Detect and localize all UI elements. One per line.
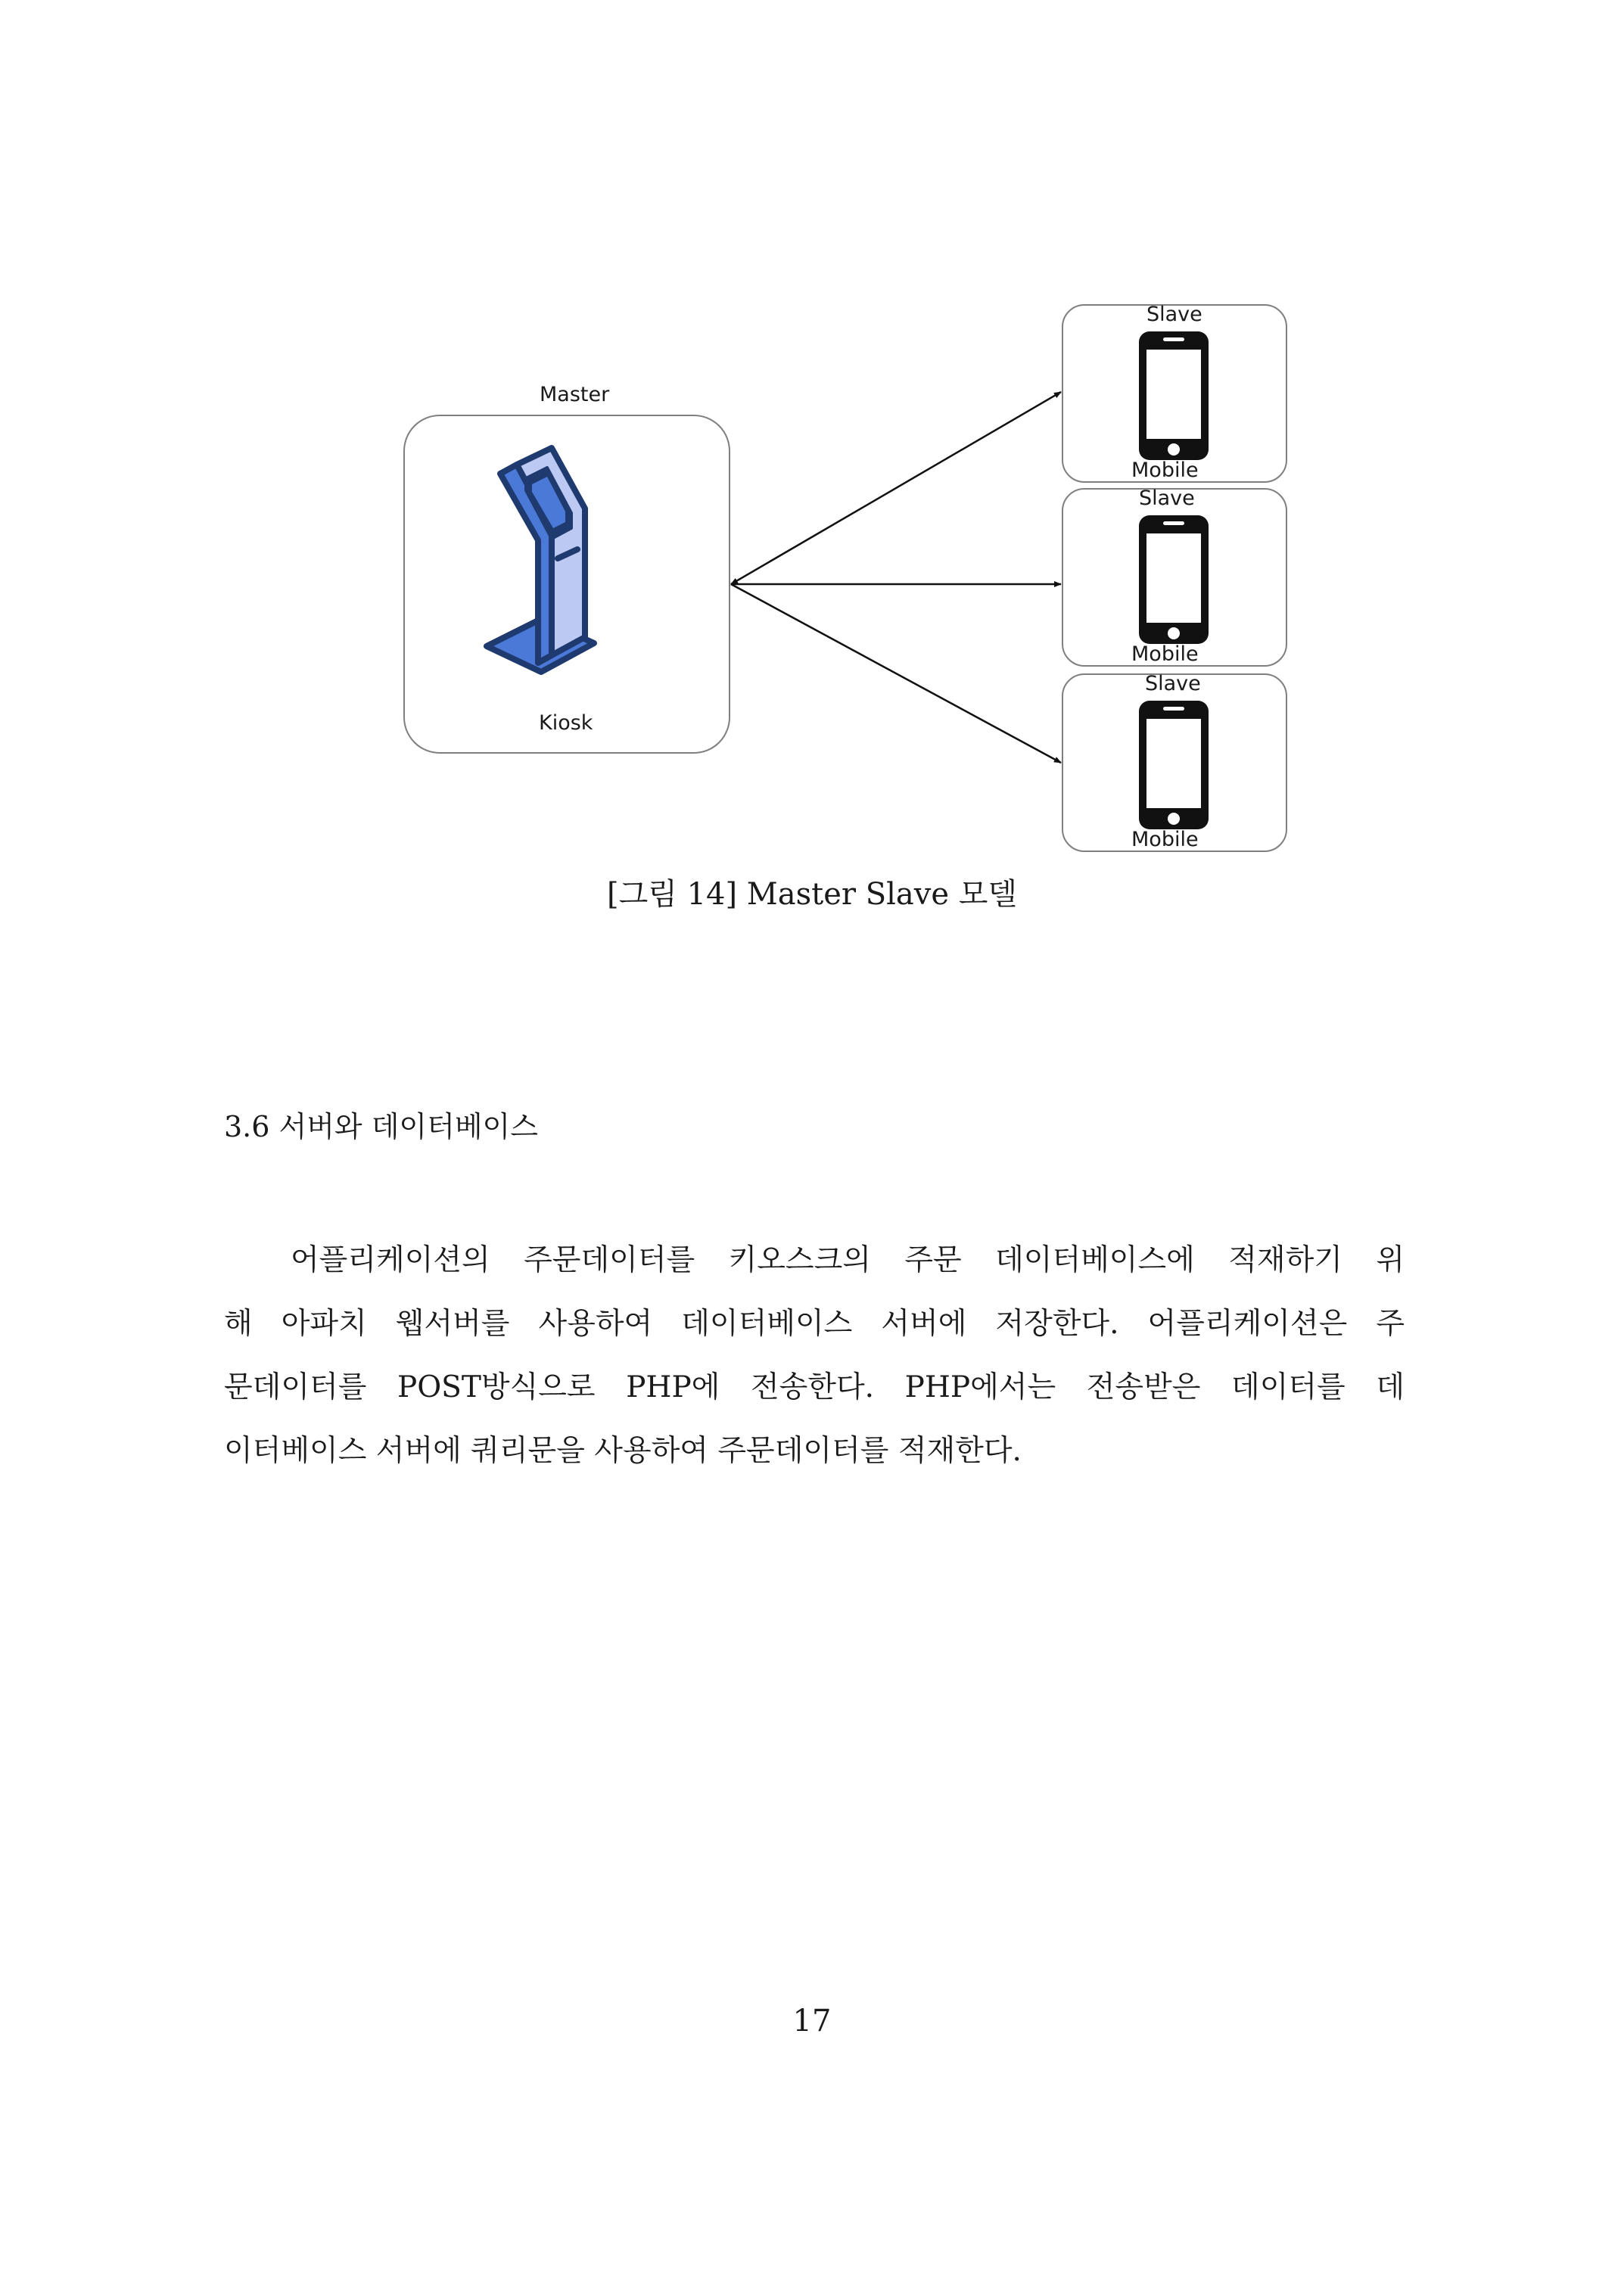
section-heading: 3.6 서버와 데이터베이스 [224,1110,538,1143]
mobile-label: Mobile [1131,642,1199,666]
figure-caption: [그림 14] Master Slave 모델 [606,877,1018,912]
slave-label: Slave [1145,672,1201,695]
mobile-label: Mobile [1131,828,1199,851]
slave-label: Slave [1139,487,1195,510]
paragraph-line: 이터베이스 서버에 쿼리문을 사용하여 주문데이터를 적재한다. [224,1434,1022,1468]
paragraph-line: 어플리케이션의 주문데이터를 키오스크의 주문 데이터베이스에 적재하기 위 [291,1243,1405,1277]
master-slave-diagram [0,0,1624,908]
smartphone-icon [1136,698,1212,832]
connection-arrows [0,0,1624,908]
slave-box-3 [1062,673,1287,852]
slave-box-1 [1062,304,1287,483]
arrow-to-slave-1 [731,392,1061,584]
slave-box-2 [1062,488,1287,667]
page-number: 17 [792,2004,832,2038]
arrow-to-slave-3 [731,584,1061,763]
paragraph-line: 해 아파치 웹서버를 사용하여 데이터베이스 서버에 저장한다. 어플리케이션은 주 [224,1307,1405,1341]
slave-label: Slave [1146,303,1202,326]
smartphone-icon [1136,328,1212,463]
kiosk-label: Kiosk [539,711,593,735]
master-label: Master [540,383,610,406]
mobile-label: Mobile [1131,459,1199,482]
paragraph-line: 문데이터를 POST방식으로 PHP에 전송한다. PHP에서는 전송받은 데이터를 데 [224,1370,1405,1404]
smartphone-icon [1136,512,1212,647]
body-paragraph [224,1229,1405,1483]
